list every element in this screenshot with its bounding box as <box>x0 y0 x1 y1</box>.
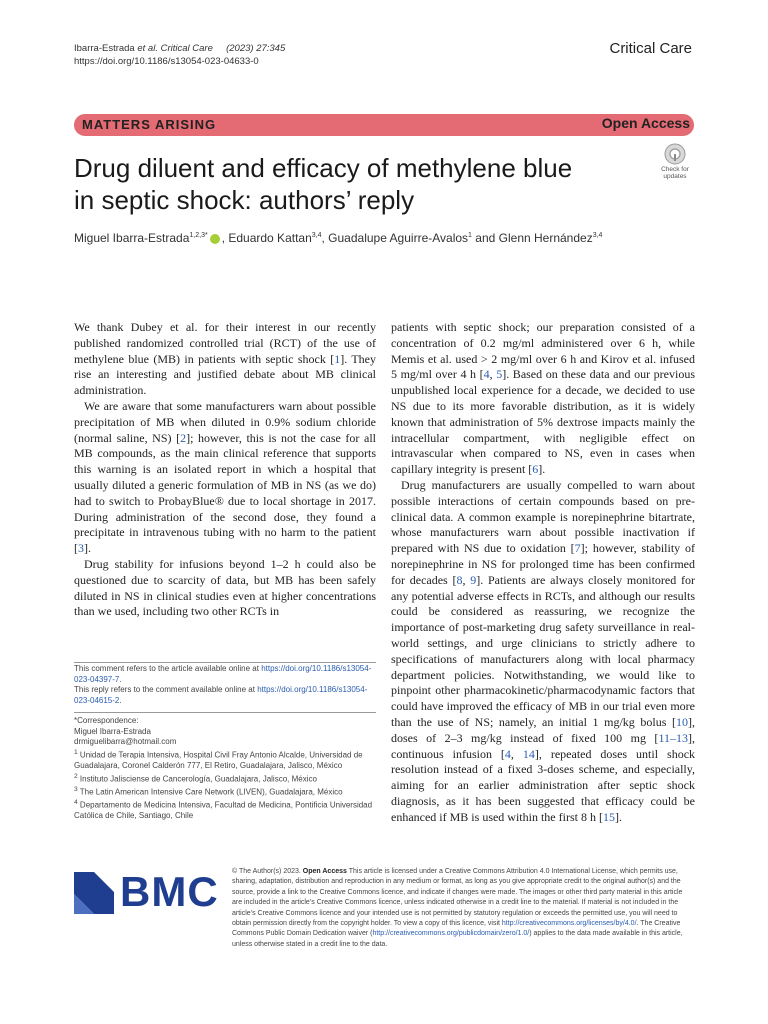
journal-name: Critical Care <box>609 40 692 57</box>
correspondence-block: *Correspondence: Miguel Ibarra-Estrada drmiguelibarra@hotmail.com $^1$ Unidad de Terapia Intensiva, Hospital Civil Fray Antonio Alcalde, Universidad de Guadalajara, Coronel Calderón 777, El Retiro, Guadalajara, Jalisco, México $^2$ Instituto Jalisciense de Cancerología, Guadalajara, Jalisco, México $^3$ The Latin American Intensive Care Network (LIVEN), Guadalajara, México $^4$ Departamento de Medicina Intensiva, Facultad de Medicina, Pontificia Universidad Católica de Chile, Santiago, Chile <box>74 716 376 822</box>
article-title: Drug diluent and efficacy of methylene blue in septic shock: authors’ reply <box>74 153 573 215</box>
public-domain-link[interactable]: http://creativecommons.org/publicdomain/zero/1.0/ <box>372 930 530 938</box>
citation-link[interactable]: 6 <box>532 462 539 477</box>
orcid-icon[interactable] <box>210 234 220 244</box>
author-1[interactable]: Miguel Ibarra-Estrada <box>74 231 190 245</box>
check-badge-line2: updates <box>663 173 687 180</box>
license-link[interactable]: http://creativecommons.org/licenses/by/4.0/ <box>501 920 637 928</box>
section-label: MATTERS ARISING <box>82 117 217 132</box>
notes-divider <box>74 662 376 663</box>
citation-link[interactable]: 5 <box>496 367 503 382</box>
comment-link[interactable]: https://doi.org/10.1186/s13054-023-04397-7 <box>74 664 372 684</box>
citation-link[interactable]: 4 <box>483 367 490 382</box>
body-column-right <box>391 320 695 826</box>
paragraph: patients with septic shock; our preparation consisted of a concentration of 0.2 mg/ml administered over 6 h, while Memis et al. used > 2 mg/ml over 6 h and Kirov et al. infused 5 mg/ml over 4 h [4, 5]. Based on these data and our previous unpublished local experience for a decade, we decided to use NS due to its more favorable distribution, as it is widely known that administration of 5% dextrose impacts mainly the intracellular compartment, with negligible effect on intravascular when compared to NS, even in cases when capillary integrity is present [6]. <box>391 320 695 477</box>
citation-line: Ibarra-Estrada et al. Critical Care (2023) 27:345 <box>74 43 286 54</box>
paragraph: Drug stability for infusions beyond 1–2 h could also be questioned due to scarcity of data, but MB has been safely diluted in NS in clinical studies even at higher concentrations than we used, including two other RCTs in <box>74 556 376 619</box>
bmc-logo-text: BMC <box>120 868 219 915</box>
paragraph: Drug manufacturers are usually compelled to warn about possible interactions of certain compounds based on pre-clinical data. A common example is norepinephrine bitartrate, whose manufacturers warn about possible inactivation if prepared with NS due to oxidation [7]; however, stability of norepinephrine in NS for prolonged time has been confirmed for decades [8, 9]. Patients are always closely monitored for any potential adverse effects in RCTs, and although our results could be considered as reassuring, we recognize the importance of post-marketing drug safety surveillance in real-world settings, and urge clinicians to strictly adhere to specifications of manufacturers along with local pharmacy department policies. Notwithstanding, we would like to pinpoint other pharmacokinetic/pharmacodynamic factors that could have improved the efficacy of MB in our trial even more than the use of NS; namely, an initial 1 mg/kg bolus [10], doses of 2–3 mg/kg instead of fixed 100 mg [11–13], continuous infusion [4, 14], repeated doses until shock resolution instead of a fixed 3-doses scheme, and especially, aiming for an earlier administration after septic shock diagnosis, as it has been suggested that efficacy could be enhanced if MB is used within the first 8 h [15]. <box>391 477 696 824</box>
citation-link[interactable]: 7 <box>574 541 581 556</box>
author-list: Miguel Ibarra-Estrada$^{1,2,3*}$ , Eduardo Kattan$^{3,4}$, Guadalupe Aguirre-Avalos$^1$ and Glenn Hernández$^{3,4}$ <box>74 231 603 245</box>
open-access-label: Open Access <box>601 115 690 131</box>
doi-link[interactable]: https://doi.org/10.1186/s13054-023-04633-0 <box>74 56 259 67</box>
citation-link[interactable]: 4 <box>504 746 511 761</box>
check-badge-line1: Check for <box>661 166 689 173</box>
correspondence-divider <box>74 712 376 713</box>
citation-link[interactable]: 2 <box>180 430 187 445</box>
comment-note: This comment refers to the article available online at https://doi.org/10.1186/s13054-023-04397-7. This reply refers to the comment available online at https://doi.org/10.1186/s13054-023-04615-2. <box>74 664 372 705</box>
citation-link[interactable]: 3 <box>78 541 84 556</box>
license-text: © The Author(s) 2023. Open Access This article is licensed under a Creative Commons Attribution 4.0 International License, which permits use, sharing, adaptation, distribution and reproduction in any medium or format, as long as you give appropriate credit to the original author(s) and the source, provide a link to the Creative Commons licence, and indicate if changes were made. The images or other third party material in this article are included in the article’s Creative Commons licence, unless indicated otherwise in a credit line to the material. If material is not included in the article’s Creative Commons licence and your intended use is not permitted by statutory regulation or exceeds the permitted use, you will need to obtain permission directly from the copyright holder. To view a copy of this licence, visit http://creativecommons.org/licenses/by/4.0/. The Creative Commons Public Domain Dedication waiver (http://creativecommons.org/publicdomain/zero/1.0/) applies to the data made available in this article, unless otherwise stated in a credit line to the data. <box>232 868 683 948</box>
citation-link[interactable]: 1 <box>334 351 341 366</box>
body-column-left <box>74 320 376 620</box>
citation-link[interactable]: 11–13 <box>658 730 688 745</box>
running-header <box>74 42 285 68</box>
author-4[interactable]: and Glenn Hernández <box>471 231 593 245</box>
paragraph: We are aware that some manufacturers warn about possible precipitation of MB when diluted in 0.9% sodium chloride (normal saline, NS) [2]; however, this is not the case for all MB compounds, as the main clinical reference that supports this warning is an isolated report in which a hospital that usually diluted a generic formulation of MB in NS (as we do) had to switch to ProbayBlue® due to local shortage in 2017. During administration of the second dose, they found a precipitate in intravenous tubing with no harm to the patient [3]. <box>74 398 377 556</box>
paragraph: We thank Dubey et al. for their interest in our recently published randomized controlled trial (RCT) of the use of methylene blue (MB) in patients with septic shock [1]. They rise an interesting and justified debate about MB clinical administration. <box>74 320 377 398</box>
check-for-updates-icon[interactable] <box>655 141 695 181</box>
citation-link[interactable]: 15 <box>602 809 615 824</box>
citation-link[interactable]: 9 <box>470 572 477 587</box>
email-link[interactable]: drmiguelibarra@hotmail.com <box>74 737 177 747</box>
citation-link[interactable]: 14 <box>522 746 535 761</box>
reply-link[interactable]: https://doi.org/10.1186/s13054-023-04615-2 <box>74 685 368 705</box>
citation-link[interactable]: 10 <box>676 714 688 729</box>
author-2[interactable]: , Eduardo Kattan <box>221 231 312 245</box>
bmc-logo-icon <box>74 872 114 919</box>
citation-link[interactable]: 8 <box>456 572 463 587</box>
author-3[interactable]: , Guadalupe Aguirre-Avalos <box>321 231 469 245</box>
